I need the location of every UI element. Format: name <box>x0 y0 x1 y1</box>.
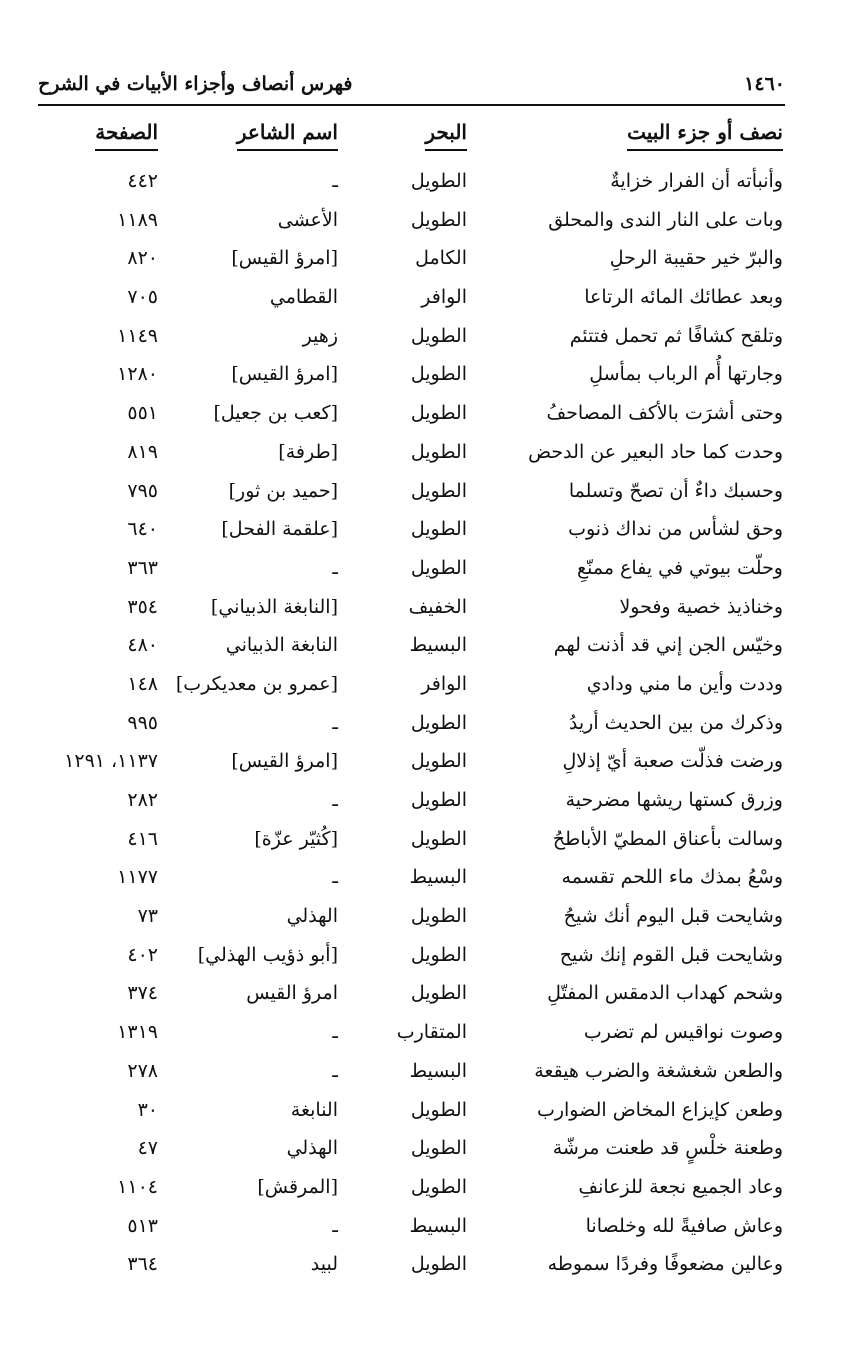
page-ref: ٣٠ <box>137 1098 158 1121</box>
table-row <box>0 1095 855 1134</box>
verse-text: وطعن كإيزاع المخاض الضوارب <box>536 1098 783 1121</box>
poet-cell: ـ <box>332 711 338 734</box>
verse-text: وحق لشأس من نداك ذنوب <box>568 518 783 541</box>
verse-text: وحلّت بيوتي في يفاع ممنّعِ <box>577 556 783 579</box>
poet-cell: [أبو ذؤيب الهذلي] <box>197 943 338 966</box>
meter-cell: الطويل <box>410 750 467 773</box>
page-ref: ٢٧٨ <box>127 1059 158 1082</box>
page-ref: ٤٧ <box>137 1137 158 1160</box>
meter-cell: المتقارب <box>396 1021 467 1044</box>
column-headers <box>0 114 855 158</box>
table-row <box>0 746 855 785</box>
page-ref: ١١٤٩ <box>117 324 158 347</box>
poet-cell: [حميد بن ثور] <box>228 479 338 502</box>
table-row <box>0 282 855 321</box>
verse-text: وذكرك من بين الحديث أريدُ <box>568 711 783 734</box>
meter-cell: الطويل <box>410 208 467 231</box>
table-row <box>0 1056 855 1095</box>
poet-cell: زهير <box>302 324 338 347</box>
verse-text: وخيّس الجن إني قد أذنت لهم <box>553 634 783 657</box>
table-row <box>0 514 855 553</box>
column-header-verse: نصف أو جزء البيت <box>627 120 783 151</box>
poet-cell: [علقمة الفحل] <box>221 518 338 541</box>
table-row <box>0 824 855 863</box>
page-ref: ١١٨٩ <box>117 208 158 231</box>
poet-cell: [عمرو بن معديكرب] <box>175 672 338 695</box>
table-row <box>0 166 855 205</box>
verse-text: وزرق كستها ريشها مضرحية <box>565 789 783 811</box>
column-header-meter: البحر <box>425 120 467 151</box>
verse-text: وحسبك داءٌ أن تصحّ وتسلما <box>568 479 783 502</box>
table-row <box>0 243 855 282</box>
meter-cell: الطويل <box>410 556 467 579</box>
meter-cell: الطويل <box>410 711 467 734</box>
running-head <box>38 66 785 102</box>
poet-cell: القطامي <box>269 286 338 309</box>
meter-cell: الوافر <box>421 286 467 309</box>
verse-text: وتلقح كشافًا ثم تحمل فتتئم <box>569 324 783 347</box>
page-ref: ١٢٨٠ <box>117 363 158 386</box>
poet-cell: [امرؤ القيس] <box>231 247 338 270</box>
header-rule <box>38 104 785 106</box>
meter-cell: الطويل <box>410 324 467 347</box>
page-ref: ٧٣ <box>137 905 158 928</box>
meter-cell: الطويل <box>410 440 467 463</box>
table-row <box>0 205 855 244</box>
table-row <box>0 1249 855 1288</box>
table-row <box>0 321 855 360</box>
poet-cell: [النابغة الذبياني] <box>210 595 338 618</box>
meter-cell: البسيط <box>409 1059 467 1082</box>
poet-cell: [المرقش] <box>257 1175 338 1198</box>
meter-cell: البسيط <box>409 634 467 657</box>
page-ref: ٣٦٤ <box>127 1253 158 1276</box>
meter-cell: الطويل <box>410 905 467 928</box>
table-row <box>0 398 855 437</box>
meter-cell: الوافر <box>421 672 467 695</box>
verse-text: وطعنة خلْسٍ قد طعنت مرشّة <box>552 1137 783 1160</box>
poet-cell: [كعب بن جعيل] <box>213 402 338 425</box>
page-ref: ٣٥٤ <box>127 595 158 618</box>
poet-cell: الهذلي <box>286 1137 338 1160</box>
page-ref: ٩٩٥ <box>127 711 158 734</box>
poet-cell: لبيد <box>310 1253 338 1276</box>
poet-cell: ـ <box>332 1214 338 1237</box>
meter-cell: الطويل <box>410 789 467 811</box>
table-row <box>0 630 855 669</box>
verse-text: وبعد عطائك المائه الرتاعا <box>584 286 783 309</box>
page-ref: ١١٧٧ <box>117 866 158 889</box>
column-header-poet: اسم الشاعر <box>237 120 338 151</box>
table-row <box>0 862 855 901</box>
table-row <box>0 708 855 747</box>
poet-cell: [طرفة] <box>278 440 338 463</box>
verse-text: والطعن شغشغة والضرب هيقعة <box>534 1059 783 1082</box>
poet-cell: النابغة الذبياني <box>225 634 338 657</box>
verse-text: وعاش صافيةً لله وخلصانا <box>585 1214 783 1237</box>
page-ref: ٨١٩ <box>127 440 158 463</box>
page-ref: ٨٢٠ <box>127 247 158 270</box>
meter-cell: الطويل <box>410 982 467 1005</box>
table-row <box>0 785 855 824</box>
poet-cell: ـ <box>332 556 338 579</box>
table-row <box>0 592 855 631</box>
table-row <box>0 553 855 592</box>
poet-cell: امرؤ القيس <box>246 982 338 1005</box>
meter-cell: الطويل <box>410 402 467 425</box>
verse-text: وشحم كهداب الدمقس المفتّلِ <box>547 982 783 1005</box>
poet-cell: [امرؤ القيس] <box>231 363 338 386</box>
meter-cell: البسيط <box>409 1214 467 1237</box>
verse-text: وحتى أشرَت بالأكف المصاحفُ <box>546 402 783 425</box>
meter-cell: الطويل <box>410 1098 467 1121</box>
verse-text: ورضت فذلّت صعبة أيّ إذلالِ <box>562 750 783 773</box>
table-row <box>0 1172 855 1211</box>
verse-text: وبات على النار الندى والمحلق <box>548 208 783 231</box>
poet-cell: ـ <box>332 1021 338 1044</box>
meter-cell: الطويل <box>410 1175 467 1198</box>
poet-cell: ـ <box>332 170 338 192</box>
verse-text: وجارتها أُم الرباب بمأسلِ <box>589 363 783 386</box>
poet-cell: ـ <box>332 1059 338 1082</box>
poet-cell: ـ <box>332 789 338 811</box>
verse-text: وعاد الجميع نجعة للزعانفِ <box>578 1175 783 1198</box>
page-ref: ١٣١٩ <box>117 1021 158 1044</box>
page-number: ١٤٦٠ <box>744 73 785 95</box>
meter-cell: الطويل <box>410 170 467 192</box>
page-ref: ٤٤٢ <box>127 170 158 192</box>
verse-text: وسْعُ بمذك ماء اللحم تقسمه <box>561 866 783 889</box>
poet-cell: النابغة <box>290 1098 338 1121</box>
verse-text: وخناذيذ خصية وفحولا <box>619 595 783 618</box>
meter-cell: البسيط <box>409 866 467 889</box>
verse-text: وعالين مضعوفًا وفردًا سموطه <box>547 1253 783 1276</box>
verse-text: وددت وأين ما مني ودادي <box>586 672 783 695</box>
meter-cell: الكامل <box>415 247 467 270</box>
poet-cell: الأعشى <box>277 208 338 231</box>
page-ref: ٤٠٢ <box>127 943 158 966</box>
index-table <box>0 166 855 1288</box>
page-ref: ٥١٣ <box>127 1214 158 1237</box>
table-row <box>0 1211 855 1250</box>
meter-cell: الطويل <box>410 363 467 386</box>
page-ref: ٤٨٠ <box>127 634 158 657</box>
page-ref: ٧٩٥ <box>127 479 158 502</box>
page-ref: ١١٣٧، ١٢٩١ <box>64 750 158 773</box>
meter-cell: الطويل <box>410 827 467 850</box>
page-ref: ٦٤٠ <box>127 518 158 541</box>
verse-text: وشايحت قبل القوم إنك شيح <box>559 943 783 966</box>
page-ref: ٣٧٤ <box>127 982 158 1005</box>
page-ref: ١١٠٤ <box>117 1175 158 1198</box>
table-row <box>0 359 855 398</box>
meter-cell: الطويل <box>410 1253 467 1276</box>
column-header-page: الصفحة <box>95 120 158 151</box>
page-ref: ٥٥١ <box>127 402 158 425</box>
table-row <box>0 940 855 979</box>
running-title: فهرس أنصاف وأجزاء الأبيات في الشرح <box>38 73 353 95</box>
poet-cell: [كُثيّر عزّة] <box>254 827 338 850</box>
verse-text: وأنبأته أن الفرار خزايةٌ <box>610 170 783 192</box>
verse-text: وشايحت قبل اليوم أنك شيحُ <box>563 905 783 928</box>
page-ref: ٢٨٢ <box>127 789 158 811</box>
meter-cell: الطويل <box>410 479 467 502</box>
page-ref: ٣٦٣ <box>127 556 158 579</box>
meter-cell: الطويل <box>410 1137 467 1160</box>
meter-cell: الطويل <box>410 943 467 966</box>
table-row <box>0 1017 855 1056</box>
verse-text: وسالت بأعناق المطيّ الأباطحُ <box>552 827 783 850</box>
page-ref: ١٤٨ <box>127 672 158 695</box>
table-row <box>0 1133 855 1172</box>
table-row <box>0 437 855 476</box>
verse-text: وصوت نواقيس لم تضرب <box>583 1021 783 1044</box>
poet-cell: الهذلي <box>286 905 338 928</box>
verse-text: والبرّ خير حقيبة الرحلِ <box>609 247 783 270</box>
table-row <box>0 901 855 940</box>
table-row <box>0 476 855 515</box>
meter-cell: الطويل <box>410 518 467 541</box>
page-ref: ٤١٦ <box>127 827 158 850</box>
table-row <box>0 978 855 1017</box>
meter-cell: الخفيف <box>408 595 467 618</box>
poet-cell: [امرؤ القيس] <box>231 750 338 773</box>
verse-text: وحدت كما حاد البعير عن الدحض <box>528 440 783 463</box>
page-ref: ٧٠٥ <box>127 286 158 309</box>
table-row <box>0 669 855 708</box>
poet-cell: ـ <box>332 866 338 889</box>
